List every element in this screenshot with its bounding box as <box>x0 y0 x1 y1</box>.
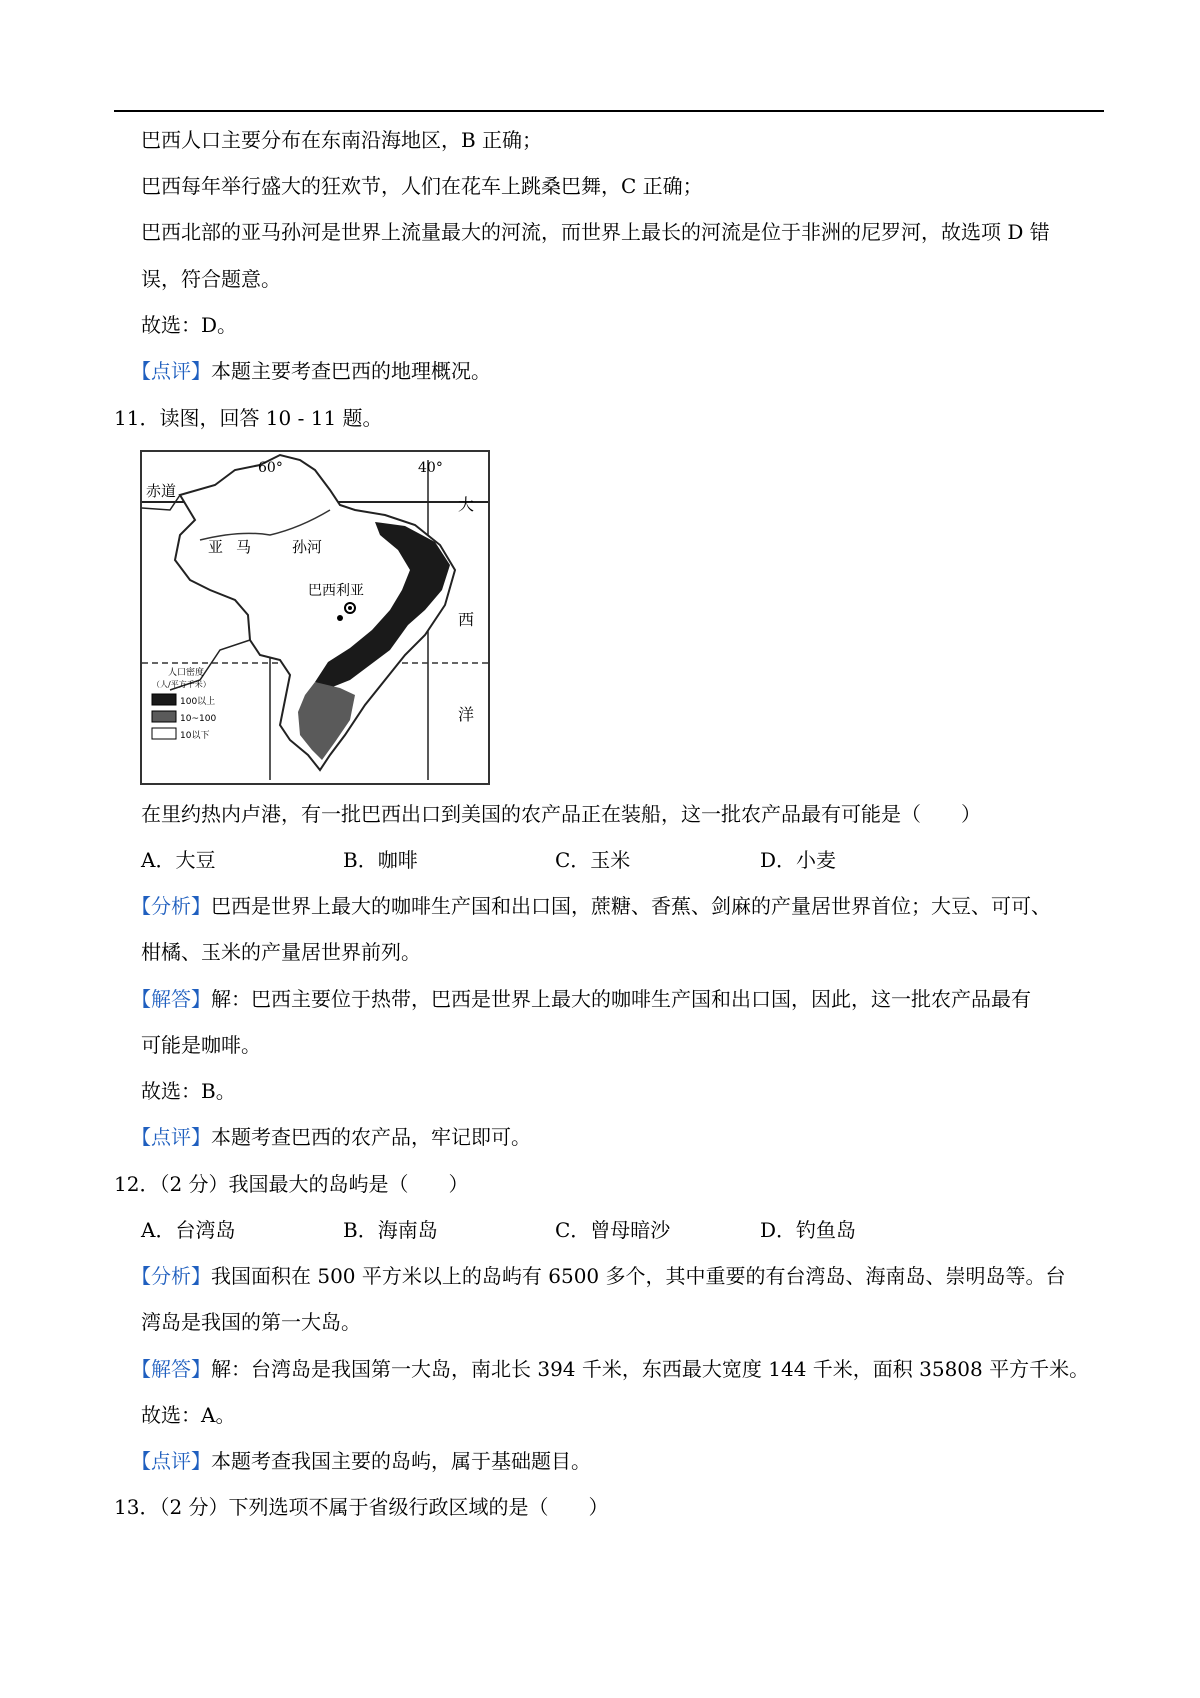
lon-60-label: 60° <box>258 460 283 476</box>
q11-analysis-line2: 柑橘、玉米的产量居世界前列。 <box>141 940 421 964</box>
q10-explanation-line2: 巴西每年举行盛大的狂欢节，人们在花车上跳桑巴舞，C 正确； <box>141 174 703 198</box>
q12-comment <box>131 1447 591 1475</box>
solution-tag: 【解答】 <box>131 1357 211 1381</box>
comment-text: 本题考查我国主要的岛屿，属于基础题目。 <box>211 1449 591 1473</box>
q10-explanation-line1: 巴西人口主要分布在东南沿海地区，B 正确； <box>141 128 543 152</box>
brasilia-label: 巴西利亚 <box>308 583 364 599</box>
comment-text: 本题考查巴西的农产品，牢记即可。 <box>211 1125 531 1149</box>
q11-comment <box>131 1123 531 1151</box>
q11-option-d: D．小麦 <box>760 848 837 872</box>
legend-swatch-mid <box>152 711 176 722</box>
q12-analysis-line2: 湾岛是我国的第一大岛。 <box>141 1310 361 1334</box>
analysis-tag: 【分析】 <box>131 894 211 918</box>
amazon-label-1: 亚 <box>208 538 224 556</box>
q13-title: 13．（2 分）下列选项不属于省级行政区域的是（ ） <box>114 1495 609 1519</box>
solution-tag: 【解答】 <box>131 987 211 1011</box>
amazon-label-3: 孙河 <box>292 538 323 556</box>
legend-mid-label: 10~100 <box>180 714 217 724</box>
analysis-text: 我国面积在 500 平方米以上的岛屿有 6500 多个，其中重要的有台湾岛、海南岛、崇明岛等。台 <box>211 1264 1066 1288</box>
lon-40-label: 40° <box>418 460 443 476</box>
q11-analysis-line1 <box>131 892 1051 920</box>
analysis-text: 巴西是世界上最大的咖啡生产国和出口国，蔗糖、香蕉、剑麻的产量居世界首位；大豆、可可、 <box>211 894 1051 918</box>
legend-swatch-low <box>152 728 176 739</box>
q12-solution-line1 <box>131 1355 1089 1383</box>
q12-option-c: C．曾母暗沙 <box>555 1218 671 1242</box>
comment-tag: 【点评】 <box>131 1125 211 1149</box>
q12-option-a: A．台湾岛 <box>141 1218 236 1242</box>
q10-explanation-line4: 误，符合题意。 <box>141 267 281 291</box>
atlantic-label-2: 西 <box>458 610 475 629</box>
q12-analysis-line1 <box>131 1262 1066 1290</box>
q12-answer: 故选：A。 <box>141 1403 236 1427</box>
solution-text: 解：巴西主要位于热带，巴西是世界上最大的咖啡生产国和出口国，因此，这一批农产品最有 <box>211 987 1031 1011</box>
brazil-population-map <box>140 450 490 785</box>
legend-high-label: 100以上 <box>180 697 216 707</box>
q10-comment <box>131 357 491 385</box>
amazon-label-2: 马 <box>236 538 252 556</box>
q11-title: 11．读图，回答 10 - 11 题。 <box>114 406 383 430</box>
comment-text: 本题主要考查巴西的地理概况。 <box>211 359 491 383</box>
solution-text: 解：台湾岛是我国第一大岛，南北长 394 千米，东西最大宽度 144 千米，面积 35808 平方千米。 <box>211 1357 1090 1381</box>
equator-label: 赤道 <box>146 482 177 500</box>
q11-option-a: A．大豆 <box>141 848 216 872</box>
q11-answer: 故选：B。 <box>141 1079 236 1103</box>
q10-answer: 故选：D。 <box>141 313 238 337</box>
q10-explanation-line3: 巴西北部的亚马孙河是世界上流量最大的河流，而世界上最长的河流是位于非洲的尼罗河，故选项 D 错 <box>141 220 1050 244</box>
q11-option-b: B．咖啡 <box>343 848 418 872</box>
comment-tag: 【点评】 <box>131 1449 211 1473</box>
q12-title: 12．（2 分）我国最大的岛屿是（ ） <box>114 1172 469 1196</box>
q12-option-d: D．钓鱼岛 <box>760 1218 857 1242</box>
legend-title: 人口密度 <box>168 668 205 678</box>
q11-solution-line2: 可能是咖啡。 <box>141 1033 261 1057</box>
atlantic-label-3: 洋 <box>458 705 475 724</box>
atlantic-label-1: 大 <box>458 495 475 514</box>
q11-option-c: C．玉米 <box>555 848 631 872</box>
q12-option-b: B．海南岛 <box>343 1218 438 1242</box>
header-rule <box>114 110 1104 112</box>
legend-low-label: 10以下 <box>180 731 210 741</box>
legend-swatch-high <box>152 694 176 705</box>
comment-tag: 【点评】 <box>131 359 211 383</box>
q11-solution-line1 <box>131 985 1031 1013</box>
analysis-tag: 【分析】 <box>131 1264 211 1288</box>
q11-question: 在里约热内卢港，有一批巴西出口到美国的农产品正在装船，这一批农产品最有可能是（ ） <box>141 802 981 826</box>
legend-unit: （人/平方千米） <box>152 680 211 689</box>
